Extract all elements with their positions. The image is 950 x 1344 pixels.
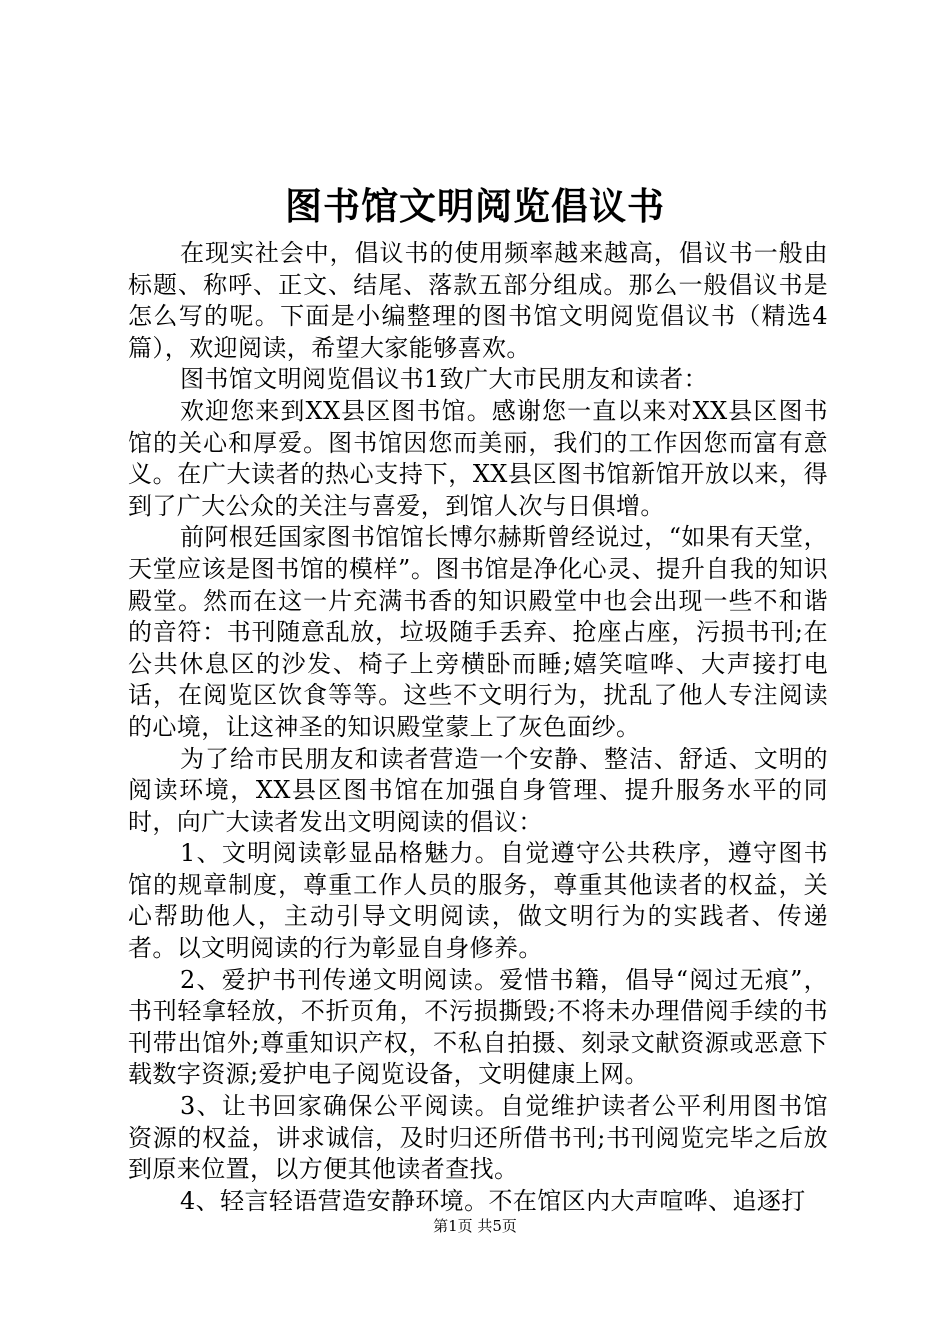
paragraph-problems: 前阿根廷国家图书馆馆长博尔赫斯曾经说过，“如果有天堂，天堂应该是图书馆的模样”。图书馆是净化心灵、提升自我的知识殿堂。然而在这一片充满书香的知识殿堂中也会出现一些不和谐的音符：书刊随意乱放，垃圾随手丢弃、抢座占座，污损书刊;在公共休息区的沙发、椅子上旁横卧而睡;嬉笑喧哗、大声接打电话，在阅览区饮食等等。这些不文明行为，扰乱了他人专注阅读的心境，让这神圣的知识殿堂蒙上了灰色面纱。 [128, 523, 828, 741]
page-footer: 第1页 共5页 [433, 1217, 517, 1235]
paragraph-item-3: 3、让书回家确保公平阅读。自觉维护读者公平利用图书馆资源的权益，讲求诚信，及时归还所借书刊;书刊阅览完毕之后放到原来位置，以方便其他读者查找。 [128, 1092, 828, 1184]
document-body [128, 238, 828, 1217]
paragraph-item-2: 2、爱护书刊传递文明阅读。爱惜书籍，倡导“阅过无痕”，书刊轻拿轻放，不折页角，不污损撕毁;不将未办理借阅手续的书刊带出馆外;尊重知识产权，不私自拍摄、刻录文献资源或恶意下载数字资源;爱护电子阅览设备，文明健康上网。 [128, 965, 828, 1089]
paragraph-item-1: 1、文明阅读彰显品格魅力。自觉遵守公共秩序，遵守图书馆的规章制度，尊重工作人员的服务，尊重其他读者的权益，关心帮助他人，主动引导文明阅读，做文明行为的实践者、传递者。以文明阅读的行为彰显自身修养。 [128, 839, 828, 963]
paragraph-welcome: 欢迎您来到XX县区图书馆。感谢您一直以来对XX县区图书馆的关心和厚爱。图书馆因您而美丽，我们的工作因您而富有意义。在广大读者的热心支持下，XX县区图书馆新馆开放以来，得到了广大公众的关注与喜爱，到馆人次与日俱增。 [128, 396, 828, 520]
paragraph-intro: 在现实社会中，倡议书的使用频率越来越高，倡议书一般由标题、称呼、正文、结尾、落款五部分组成。那么一般倡议书是怎么写的呢。下面是小编整理的图书馆文明阅览倡议书（精选4篇），欢迎阅读，希望大家能够喜欢。 [128, 239, 828, 362]
document-title: 图书馆文明阅览倡议书 [285, 185, 665, 228]
paragraph-item-4: 4、轻言轻语营造安静环境。不在馆区内大声喧哗、追逐打 [180, 1186, 806, 1215]
paragraph-salutation: 图书馆文明阅览倡议书1致广大市民朋友和读者： [180, 365, 709, 394]
paragraph-initiative: 为了给市民朋友和读者营造一个安静、整洁、舒适、文明的阅读环境，XX县区图书馆在加强自身管理、提升服务水平的同时，向广大读者发出文明阅读的倡议： [128, 744, 828, 836]
